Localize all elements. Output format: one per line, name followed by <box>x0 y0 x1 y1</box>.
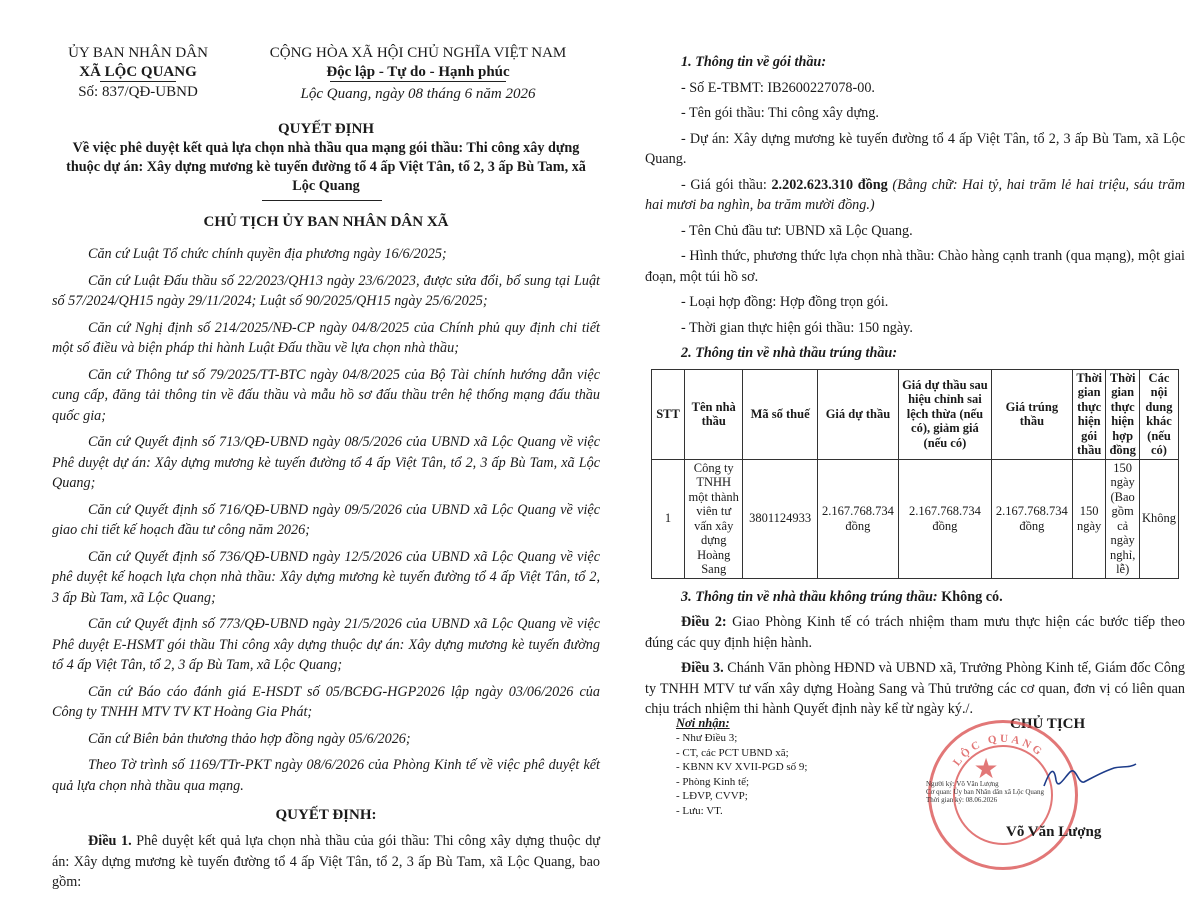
recipients-list <box>676 731 876 818</box>
col-adjusted-price: Giá dự thầu sau hiệu chỉnh sai lệch thừa (nếu có), giảm giá (nếu có) <box>899 369 992 459</box>
section-3-value: Không có. <box>937 588 1003 605</box>
cell-stt: 1 <box>652 459 685 578</box>
section-2-heading: 2. Thông tin về nhà thầu trúng thầu: <box>681 345 898 361</box>
table-row <box>652 459 1179 578</box>
article-1-label: Điều 1. <box>88 833 132 849</box>
package-price <box>645 175 1185 216</box>
legal-bases <box>52 244 600 796</box>
cell-winning-price: 2.167.768.734 đồng <box>991 459 1072 578</box>
recipient-item: - Phòng Kinh tế; <box>676 775 750 788</box>
section-1-item2-1: - Hình thức, phương thức lựa chọn nhà thầu: Chào hàng cạnh tranh (qua mạng), một giai đoạn, một túi hồ sơ. <box>645 248 1185 285</box>
decides-heading: QUYẾT ĐỊNH: <box>275 807 377 823</box>
section-1-item-1: - Tên gói thầu: Thi công xây dựng. <box>681 105 879 121</box>
seal-text: LỘC QUANG <box>950 732 1047 769</box>
recipient-item: - CT, các PCT UBND xã; <box>676 746 789 759</box>
right-column <box>645 52 1185 725</box>
subject-underline <box>262 200 382 201</box>
cell-bidder-name: Công ty TNHH một thành viên tư vấn xây dựng Hoàng Sang <box>685 459 743 578</box>
cell-contract-time: 150 ngày (Bao gồm cả ngày nghỉ, lễ) <box>1106 459 1140 578</box>
digital-signature-note: Người ký: Võ Văn Lượng Cơ quan: Ủy ban Nhân dân xã Lộc Quang Thời gian ký: 08.06.2026 <box>926 780 1045 804</box>
section-1-item-0: - Số E-TBMT: IB2600227078-00. <box>681 79 875 96</box>
table-header-row <box>652 369 1179 459</box>
doc-type: QUYẾT ĐỊNH <box>278 121 374 137</box>
cell-package-time: 150 ngày <box>1072 459 1105 578</box>
issuer-line1: ỦY BAN NHÂN DÂN <box>68 45 208 61</box>
package-price-words: (Bằng chữ: Hai tỷ, hai trăm lẻ hai triệu, sáu trăm hai mươi ba nghìn, ba trăm mười đồng.) <box>645 176 1185 213</box>
signer-name: Võ Văn Lượng <box>1006 824 1102 840</box>
signer-title: CHỦ TỊCH <box>1010 716 1086 732</box>
legal-basis: Căn cứ Báo cáo đánh giá E-HSDT số 05/BCĐG-HGP2026 lập ngày 03/06/2026 của Công ty TNHH MTV TV KT Hoàng Gia Phát; <box>52 683 600 720</box>
package-price-prefix: - Giá gói thầu: <box>681 176 772 193</box>
section-1-heading: 1. Thông tin về gói thầu: <box>681 54 827 70</box>
col-stt: STT <box>652 369 685 459</box>
section-1-item-2: - Dự án: Xây dựng mương kè tuyến đường tổ 4 ấp Việt Tân, tổ 2, 3 ấp Bù Tam, xã Lộc Quang. <box>645 130 1185 167</box>
col-package-time: Thời gian thực hiện gói thầu <box>1072 369 1105 459</box>
winning-bidder-table <box>651 369 1179 579</box>
nation-line1: CỘNG HÒA XÃ HỘI CHỦ NGHĨA VIỆT NAM <box>269 45 567 61</box>
legal-basis: Căn cứ Quyết định số 716/QĐ-UBND ngày 09/5/2026 của UBND xã Lộc Quang về việc giao chi tiết kế hoạch đầu tư công năm 2026; <box>52 501 600 538</box>
article-1-text: Phê duyệt kết quả lựa chọn nhà thầu của gói thầu: Thi công xây dựng thuộc dự án: Xây dựng mương kè tuyến đường tổ 4 ấp Việt Tân, tổ 2, 3 ấp Bù Tam, xã Lộc Quang, bao gồm: <box>52 833 600 890</box>
cell-tax-code: 3801124933 <box>743 459 818 578</box>
section-1-item2-2: - Loại hợp đồng: Hợp đồng trọn gói. <box>681 294 889 310</box>
article-2-text: Giao Phòng Kinh tế có trách nhiệm tham mưu thực hiện các bước tiếp theo đúng các quy định hiện hành. <box>645 614 1185 651</box>
section-1-item2-0: - Tên Chủ đầu tư: UBND xã Lộc Quang. <box>681 222 913 239</box>
legal-basis: Căn cứ Luật Đấu thầu số 22/2023/QH13 ngày 23/6/2023, được sửa đổi, bổ sung tại Luật số 57/2024/QH15 ngày 29/11/2024; Luật số 90/2025/QH15 ngày 25/6/2025; <box>52 272 600 309</box>
motto-underline <box>330 81 506 82</box>
doc-number: Số: 837/QĐ-UBND <box>78 84 198 100</box>
section-3-heading: 3. Thông tin về nhà thầu không trúng thầu: <box>681 588 938 605</box>
legal-basis: Căn cứ Biên bản thương thảo hợp đồng ngày 05/6/2026; <box>88 730 411 747</box>
recipients-heading: Nơi nhận: <box>676 716 730 730</box>
legal-basis: Căn cứ Quyết định số 773/QĐ-UBND ngày 21/5/2026 của UBND xã Lộc Quang về việc Phê duyệt E-HSMT gói thầu Thi công xây dựng thuộc dự án: Xây dựng mương kè tuyến đường tổ 4 ấp Việt Tân, tổ 2, 3 ấp Bù Tam, xã Lộc Quang; <box>52 616 600 673</box>
doc-subject: Về việc phê duyệt kết quả lựa chọn nhà thầu qua mạng gói thầu: Thi công xây dựng thuộc dự án: Xây dựng mương kè tuyến đường tổ 4 ấp Việt Tân, tổ 2, 3 ấp Bù Tam, xã Lộc Quang <box>66 140 586 194</box>
left-column <box>52 120 600 899</box>
col-winning-price: Giá trúng thầu <box>991 369 1072 459</box>
legal-basis: Căn cứ Luật Tổ chức chính quyền địa phương ngày 16/6/2025; <box>88 246 447 262</box>
article-2 <box>645 612 1185 653</box>
col-bidder-name: Tên nhà thầu <box>685 369 743 459</box>
authority-heading: CHỦ TỊCH ỦY BAN NHÂN DÂN XÃ <box>203 214 449 230</box>
cell-adjusted-price: 2.167.768.734 đồng <box>899 459 992 578</box>
national-motto-block <box>232 44 604 104</box>
col-tax-code: Mã số thuế <box>743 369 818 459</box>
cell-bid-price: 2.167.768.734 đồng <box>817 459 898 578</box>
place-date: Lộc Quang, ngày 08 tháng 6 năm 2026 <box>300 86 536 102</box>
legal-basis: Căn cứ Quyết định số 713/QĐ-UBND ngày 08/5/2026 của UBND xã Lộc Quang về việc Phê duyệt dự án: Xây dựng mương kè tuyến đường tổ 4 ấp Việt Tân, tổ 2, 3 ấp Bù Tam, xã Lộc Quang; <box>52 434 600 491</box>
article-3-label: Điều 3. <box>681 660 724 676</box>
legal-basis: Căn cứ Nghị định số 214/2025/NĐ-CP ngày 04/8/2025 của Chính phủ quy định chi tiết một số điều và biện pháp thi hành Luật Đấu thầu về lựa chọn nhà thầu; <box>52 319 600 356</box>
star-icon: ★ <box>973 754 999 785</box>
recipient-item: - Như Điều 3; <box>676 732 738 744</box>
article-3-text: Chánh Văn phòng HĐND và UBND xã, Trưởng Phòng Kinh tế, Giám đốc Công ty TNHH MTV tư vấn xây dựng Hoàng Sang và Thủ trưởng các cơ quan, đơn vị có liên quan chịu trách nhiệm thi hành Quyết định này kể từ ngày ký./. <box>645 660 1186 717</box>
article-2-label: Điều 2: <box>681 614 727 630</box>
section-1-item2-3: - Thời gian thực hiện gói thầu: 150 ngày. <box>681 319 913 336</box>
recipient-item: - KBNN KV XVII-PGD số 9; <box>676 761 808 773</box>
legal-basis: Căn cứ Quyết định số 736/QĐ-UBND ngày 12/5/2026 của UBND xã Lộc Quang về việc phê duyệt kế hoạch lựa chọn nhà thầu: Xây dựng mương kè tuyến đường tổ 4 ấp Việt Tân, tổ 2, 3 ấp Bù Tam, xã Lộc Quang; <box>52 548 600 606</box>
col-other: Các nội dung khác (nếu có) <box>1139 369 1178 459</box>
nation-line2: Độc lập - Tự do - Hạnh phúc <box>326 63 510 80</box>
recipient-item: - Lưu: VT. <box>676 804 723 817</box>
col-bid-price: Giá dự thầu <box>817 369 898 459</box>
article-1 <box>52 831 600 893</box>
legal-basis: Căn cứ Thông tư số 79/2025/TT-BTC ngày 04/8/2025 của Bộ Tài chính hướng dẫn việc cung cấp, đăng tải thông tin về đấu thầu và mẫu hồ sơ đấu thầu trên hệ thống mạng đấu thầu quốc gia; <box>52 366 600 424</box>
package-price-value: 2.202.623.310 đồng <box>771 176 888 193</box>
col-contract-time: Thời gian thực hiện hợp đồng <box>1106 369 1140 459</box>
recipients-block <box>676 716 876 818</box>
issuer-underline <box>100 81 176 82</box>
section-3 <box>645 587 1185 608</box>
article-3 <box>645 658 1185 720</box>
recipient-item: - LĐVP, CVVP; <box>676 790 748 802</box>
issuer-line2: XÃ LỘC QUANG <box>79 63 197 80</box>
legal-basis: Theo Tờ trình số 1169/TTr-PKT ngày 08/6/2026 của Phòng Kinh tế về việc phê duyệt kết quả lựa chọn nhà thầu qua mạng. <box>52 757 600 794</box>
issuer-block <box>52 44 224 102</box>
cell-other: Không <box>1139 459 1178 578</box>
